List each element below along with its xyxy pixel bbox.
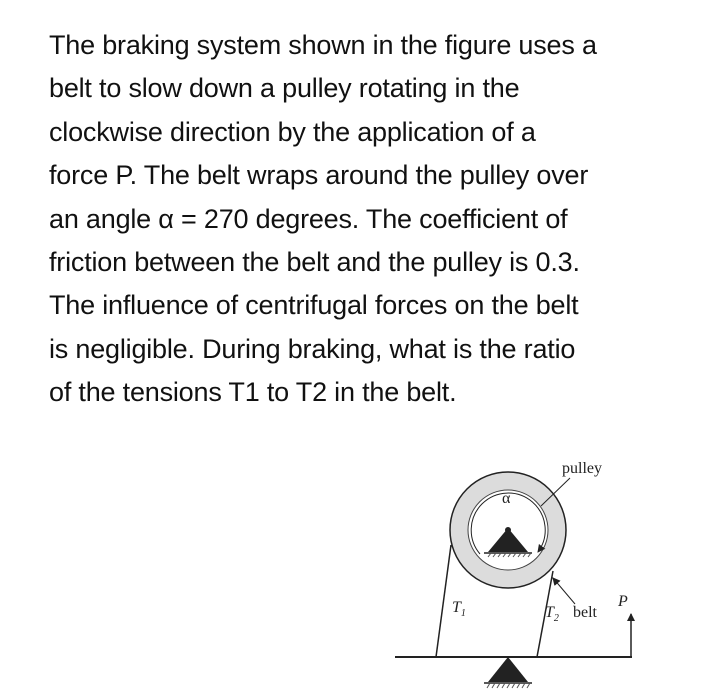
problem-line: belt to slow down a pulley rotating in the xyxy=(49,73,520,104)
belt-leader-line xyxy=(553,578,575,604)
problem-line: The braking system shown in the figure uses a xyxy=(49,30,597,60)
pulley-axle xyxy=(505,527,511,533)
t1-subscript: 1 xyxy=(460,608,466,619)
belt-label: belt xyxy=(573,604,597,621)
problem-line: is negligible. During braking, what is the ratio xyxy=(49,333,576,364)
problem-line: force P. The belt wraps around the pulley over xyxy=(49,160,589,191)
t1-label xyxy=(452,599,466,619)
t2-label xyxy=(545,604,559,624)
problem-line: an angle α = 270 degrees. The coefficient of xyxy=(49,203,568,234)
t2-subscript: 2 xyxy=(553,613,559,624)
alpha-label: α xyxy=(502,490,511,507)
problem-line: friction between the belt and the pulley is 0.3. xyxy=(49,247,580,278)
lever-pivot xyxy=(488,657,528,682)
problem-line: of the tensions T1 to T2 in the belt. xyxy=(49,377,457,408)
pulley-label: pulley xyxy=(562,460,602,477)
problem-line: clockwise direction by the application of a xyxy=(49,116,536,147)
force-p-label: P xyxy=(618,593,628,610)
t1-symbol: T xyxy=(452,599,461,616)
t2-symbol: T xyxy=(545,604,554,621)
problem-line: The influence of centrifugal forces on the belt xyxy=(49,290,579,321)
belt-segment-t1 xyxy=(436,545,451,657)
